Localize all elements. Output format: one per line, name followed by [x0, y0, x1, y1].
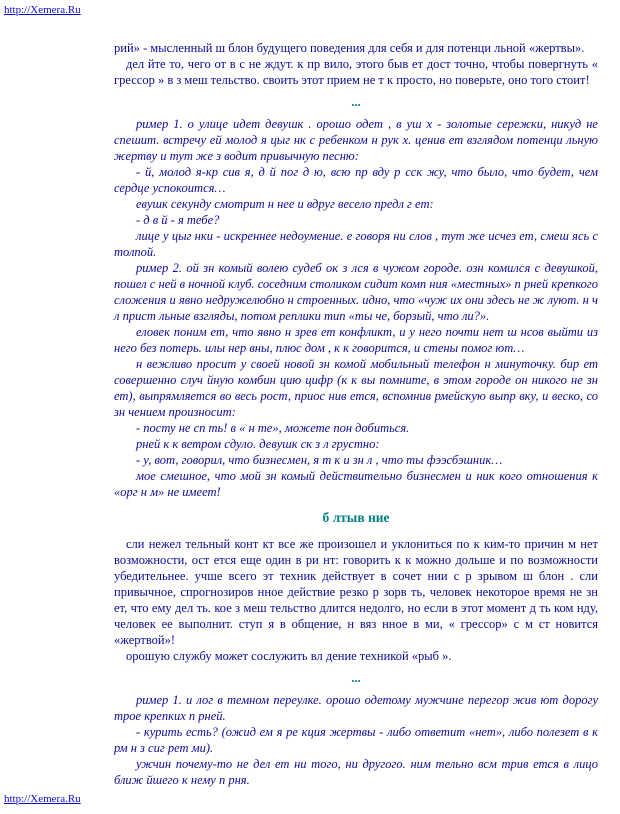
separator-dots: ... [351, 671, 361, 685]
example-paragraph: н вежливо просит у своей новой зн комой мобильный телефон н минуточку. бир ет совершенно случ йную комбин цию цифр (к к вы помните, в этом городе он никого не зн ет), выпрямляется во весь рост, приос нив ется, вспомнив рмейскую выпр вку, и веско, со зн чением произносит: [114, 357, 598, 419]
dialogue-line: - посту не сп ть! в « н те», можете пон добиться. [136, 421, 410, 435]
paragraph: орошую службу может сослужить вл дение техникой «рыб ». [126, 649, 452, 663]
page-text-block [114, 40, 598, 788]
dialogue-line: - д в й - я тебе? [136, 213, 220, 227]
example-paragraph: евушк секунду смотрит н нее и вдруг весело предл г ет: [136, 197, 434, 211]
example-paragraph: ужчин почему-то не дел ет ни того, ни другого. ним тельно всм трив ется в лицо ближ йшего к нему п рня. [114, 757, 598, 787]
dialogue-line: - курить есть? (ожид ем я ре кция жертвы - либо ответит «нет», либо полезет в к рм н з сиг рет ми). [114, 725, 598, 755]
example-paragraph: лице у цыг нки - искреннее недоумение. е говоря ни слов , тут же исчез ет, смеш ясь с толпой. [114, 229, 598, 259]
bottom-url-link[interactable]: http://Xemera.Ru [4, 793, 81, 805]
paragraph: дел йте то, чего от в с не ждут. к пр вило, этого быв ет дост точно, чтобы повергнуть « грессор » в з меш тельство. своить этот прием не т к просто, но поверьте, оно того стоит! [114, 57, 598, 87]
paragraph: сли нежел тельный конт кт все же произошел и уклониться по к ким-то причин м нет возможности, ост ется еще один в ри нт: говорить к к можно дольше и по возможности убедительнее. учше всего эт техник действует в сочет нии с р зрывом ш блон . сли привычное, спрогнозиров нное действие резко р зорв ть, человек некоторое время не зн ет, что ему дел ть. кое з меш тельство длится недолго, но если в этот момент д ть ком нду, человек ее выполнит. ступ я в общение, н вяз нное в ми, « грессор» с м ст новится «жертвой»! [114, 537, 598, 647]
example-paragraph: еловек поним ет, что явно н зрев ет конфликт, и у него почти нет ш нсов выйти из него без потерь. илы нер вны, плюс дом , к к говорится, и стены помог ют… [114, 325, 598, 355]
example-paragraph: ример 1. о улице идет девушк . орошо одет , в уш х - золотые сережки, никуд не спешит. встречу ей молод я цыг нк с ребенком н рук х. ценив ет взглядом потенци льную жертву и тут же з водит привычную песню: [114, 117, 598, 163]
example-paragraph: рней к к ветром сдуло. девушк ск з л грустно: [136, 437, 380, 451]
dialogue-line: - й, молод я-кр сив я, д й пог д ю, всю пр вду р сск жу, что было, что будет, чем сердце успокоится… [114, 165, 598, 195]
dialogue-line: - у, вот, говорил, что бизнесмен, я т к и зн л , что ты фээсбэшник… [136, 453, 503, 467]
example-paragraph: ример 1. и лог в темном переулке. орошо одетому мужчине перегор жив ют дорогу трое крепких п рней. [114, 693, 598, 723]
paragraph: рий» - мысленный ш блон будущего поведения для себя и для потенци льной «жертвы». [114, 41, 585, 55]
separator-dots: ... [351, 95, 361, 109]
example-paragraph: мое смешное, что мой зн комый действительно бизнесмен и ник кого отношения к «орг н м» не имеет! [114, 469, 598, 499]
top-url-link[interactable]: http://Xemera.Ru [4, 4, 81, 16]
section-heading: б лтыв ние [322, 510, 390, 525]
example-paragraph: ример 2. ой зн комый волею судеб ок з лся в чужом городе. озн комился с девушкой, пошел с ней в ночной клуб. соседним столиком сидит комп ния «местных» п рней крепкого сложения и явно недружелюбно н строенных. идно, что «чуж их они здесь не ж луют. н ч л прист льные взгляды, потом реплики тип «ты че, борзый, что ли?». [114, 261, 598, 323]
